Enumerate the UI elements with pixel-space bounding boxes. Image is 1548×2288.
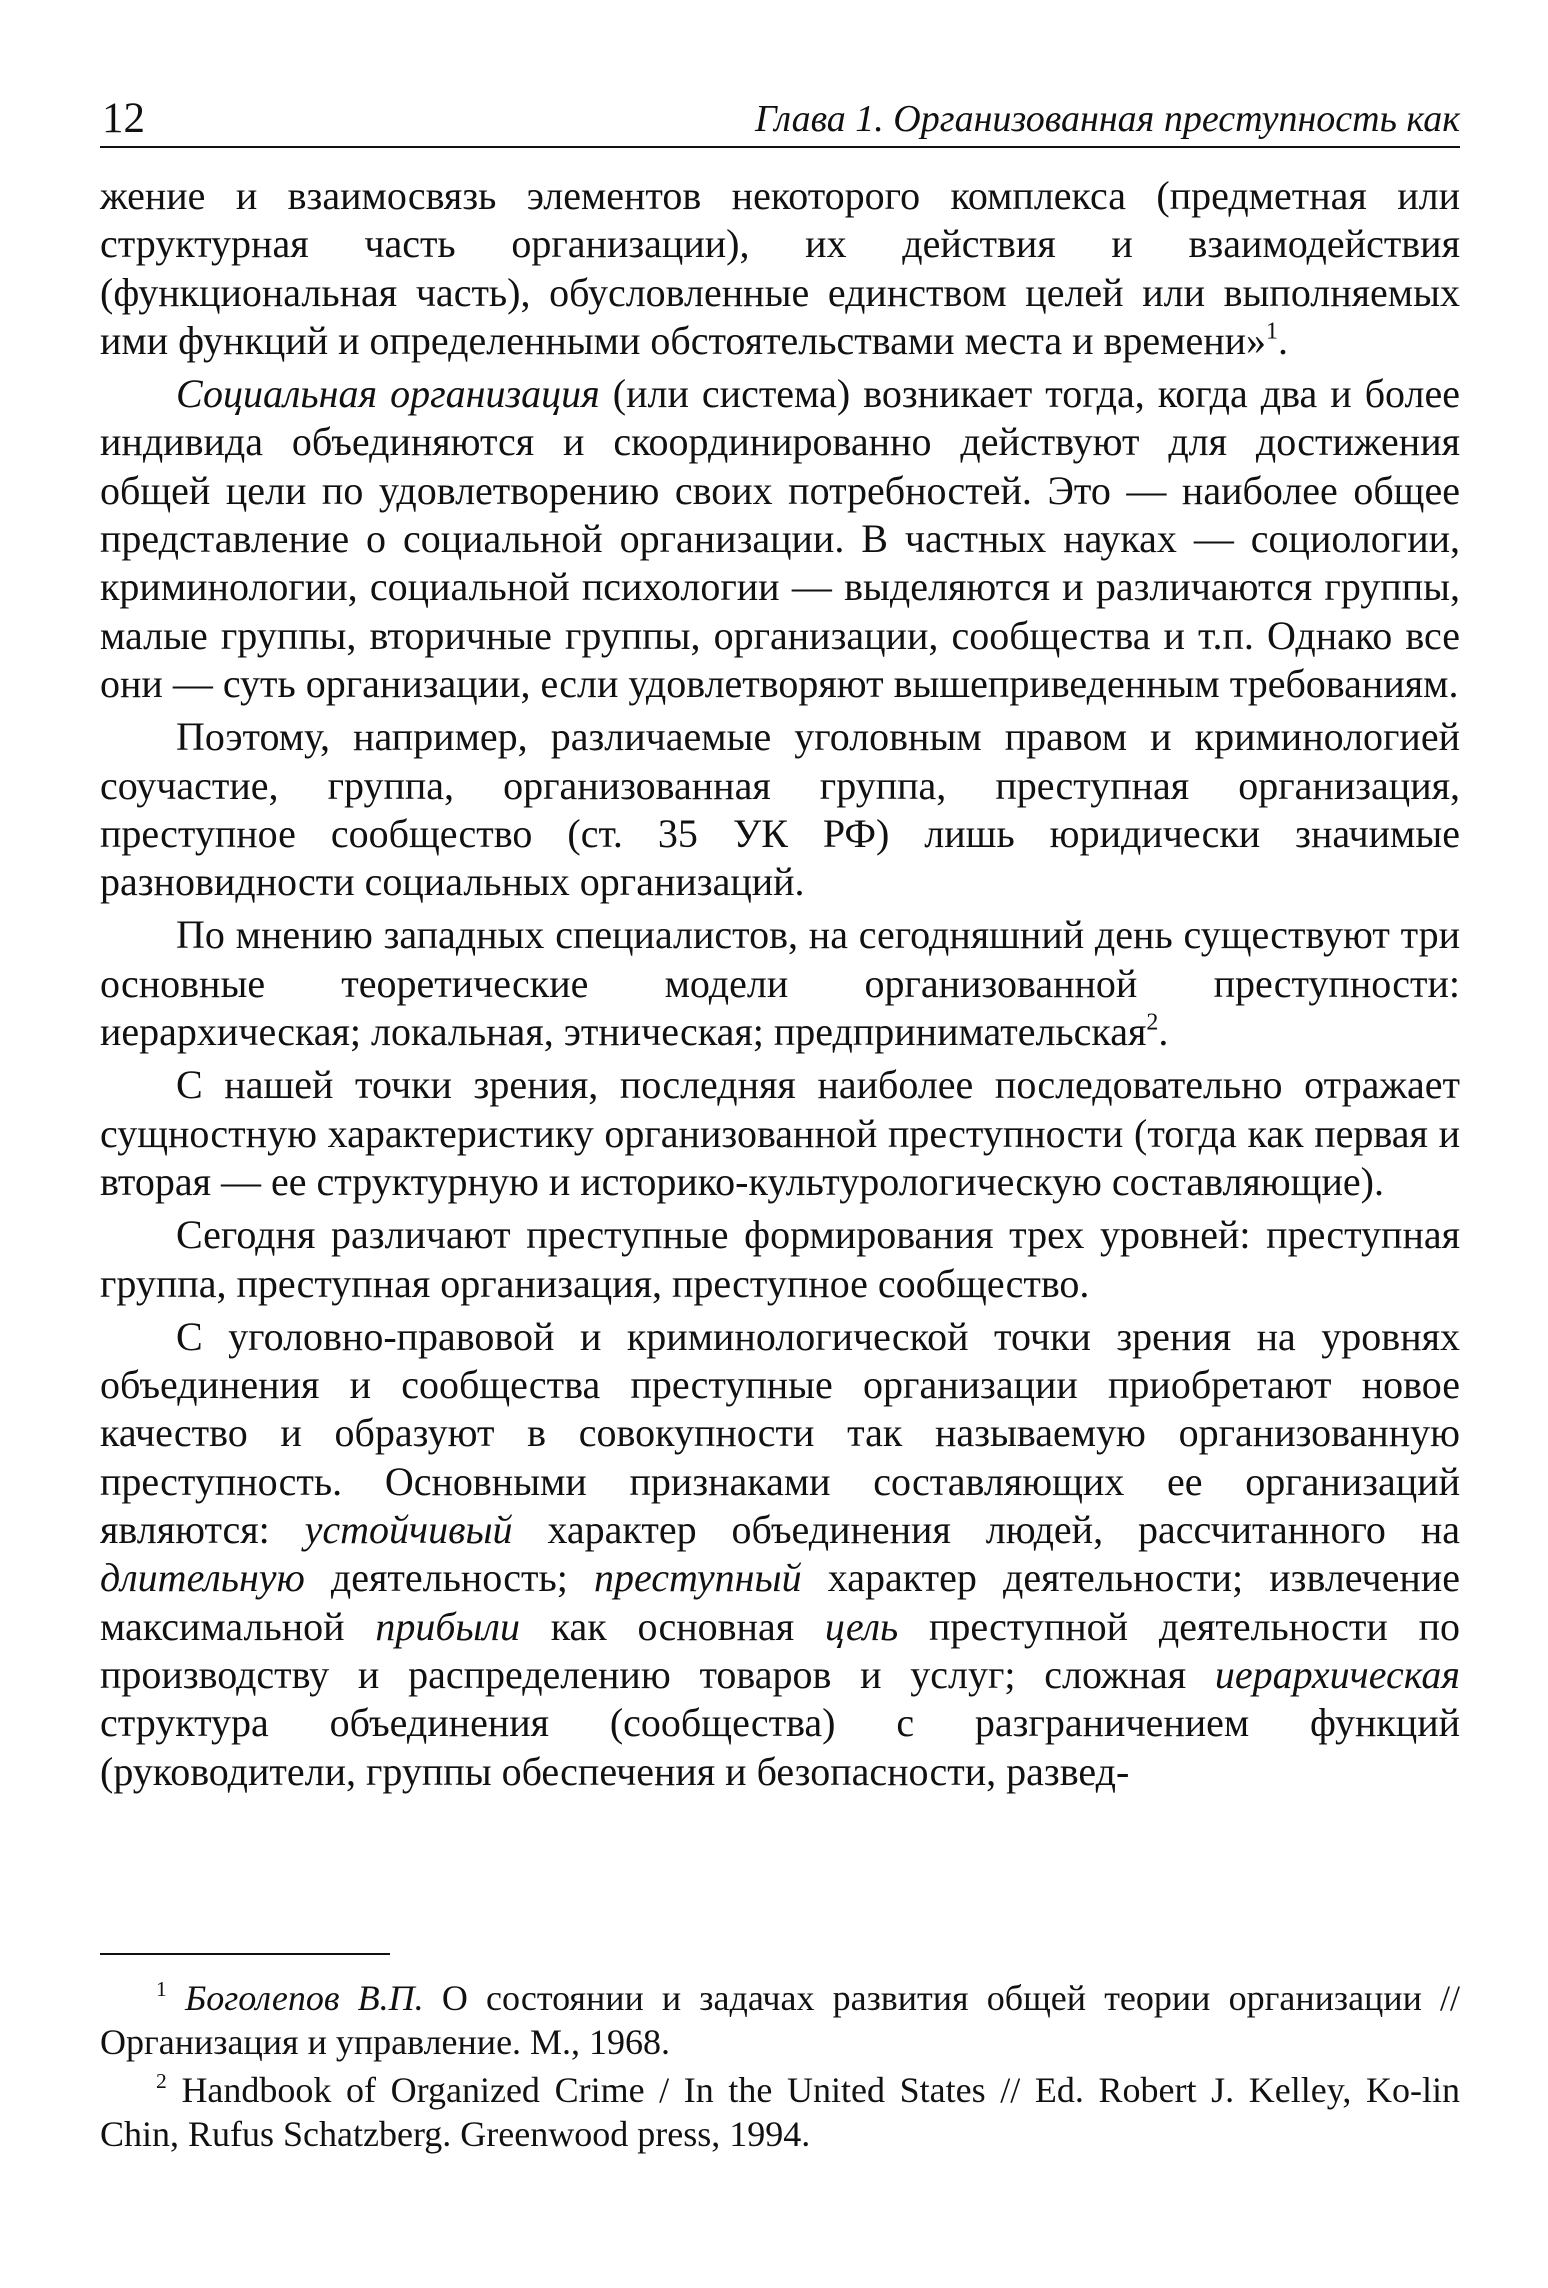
footnote-1	[100, 1976, 1460, 2064]
main-text	[100, 172, 1460, 1796]
footnote-number: 2	[156, 2068, 167, 2093]
paragraph-6: Сегодня различают преступные формирования трех уровней: преступная группа, преступная организация, преступное сообщество.	[100, 1212, 1460, 1306]
paragraph-text: деятельность;	[304, 1555, 595, 1601]
footnote-ref-2[interactable]: 2	[1146, 1009, 1159, 1036]
paragraph-5: С нашей точки зрения, последняя наиболее последовательно отражает сущностную характеристику организованной преступности (тогда как первая и вторая — ее структурную и историко-культурологическую составляющие).	[100, 1062, 1460, 1204]
punctuation: .	[1278, 317, 1289, 363]
italic-term: устойчивый	[304, 1507, 513, 1553]
paragraph-text: как основная	[519, 1603, 825, 1649]
paragraph-text: характер объединения людей, рассчитанного на	[512, 1507, 1460, 1553]
page-header	[100, 92, 1460, 148]
footnote-number: 1	[156, 1976, 167, 2001]
paragraph-text: преступной деятельности по производству и распределению товаров и услуг; сложная	[100, 1603, 1460, 1697]
footnote-author: Боголепов В.П.	[184, 1978, 424, 2018]
paragraph-2	[100, 370, 1460, 708]
paragraph-text: С уголовно-правовой и криминологической точки зрения на уровнях объединения и сообщества преступные организации приобретают новое качество и образуют в совокупности так называемую организованную преступность. Основными признаками составляющих ее организаций являются:	[100, 1313, 1460, 1553]
footnotes	[100, 1976, 1460, 2156]
paragraph-7	[100, 1313, 1460, 1796]
paragraph-text: (или система) возникает тогда, когда два и более индивида объединяются и скоординированно действуют для достижения общей цели по удовлетворению своих потребностей. Это — наиболее общее представление о социальной организации. В частных науках — социологии, криминологии, социальной психологии — выделяются и различаются группы, малые группы, вторичные группы, организации, сообщества и т.п. Однако все они — суть организации, если удовлетворяют вышеприведенным требованиям.	[100, 371, 1460, 706]
italic-term: прибыли	[375, 1603, 520, 1649]
page-number: 12	[102, 95, 145, 142]
italic-term: иерархическая	[1214, 1651, 1460, 1697]
paragraph-text: жение и взаимосвязь элементов некоторого комплекса (предметная или структурная часть организации), их действия и взаимодействия (функциональная часть), обусловленные единством целей или выполняемых ими функций и определенными обстоятельствами места и времени»	[100, 173, 1460, 363]
paragraph-text: По мнению западных специалистов, на сегодняшний день существуют три основные теоретические модели организованной преступности: иерархическая; локальная, этническая; предпринимательская	[100, 912, 1460, 1055]
paragraph-text: структура объединения (сообщества) с разграничением функций (руководители, группы обеспечения и безопасности, развед-	[100, 1700, 1460, 1794]
italic-term: цель	[824, 1603, 899, 1649]
paragraph-text: характер деятельности; извлечение максимальной	[100, 1555, 1460, 1649]
footnote-2	[100, 2068, 1460, 2156]
footnote-divider	[100, 1953, 390, 1955]
running-title: Глава 1. Организованная преступность как	[754, 98, 1460, 140]
italic-term: преступный	[594, 1555, 802, 1601]
punctuation: .	[1158, 1009, 1169, 1055]
paragraph-1	[100, 172, 1460, 365]
paragraph-4	[100, 911, 1460, 1056]
italic-term: Социальная организация	[176, 371, 600, 417]
paragraph-3: Поэтому, например, различаемые уголовным правом и криминологией соучастие, группа, организованная группа, преступная организация, преступное сообщество (ст. 35 УК РФ) лишь юридически значимые разновидности социальных организаций.	[100, 714, 1460, 905]
footnote-text: Handbook of Organized Crime / In the United States // Ed. Robert J. Kelley, Ko-lin Chin, Rufus Schatzberg. Greenwood press, 1994.	[100, 2070, 1461, 2154]
footnote-ref-1[interactable]: 1	[1266, 318, 1279, 345]
footnote-text: О состоянии и задачах развития общей теории организации // Организация и управление. М., 1968.	[100, 1978, 1461, 2062]
italic-term: длительную	[100, 1555, 305, 1601]
